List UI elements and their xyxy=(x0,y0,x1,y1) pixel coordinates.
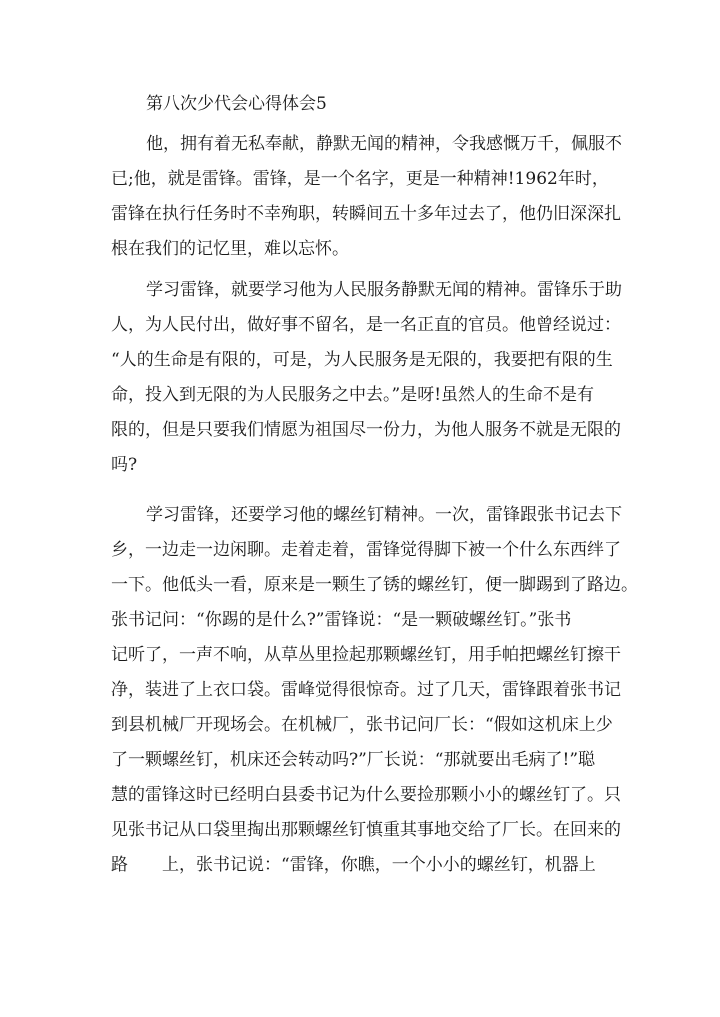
paragraph-line: 慧的雷锋这时已经明白县委书记为什么要捡那颗小小的螺丝钉了。只 xyxy=(111,785,621,805)
document-title: 第八次少代会心得体会5 xyxy=(146,94,327,114)
paragraph-line: 命，投入到无限的为人民服务之中去。”是呀!虽然人的生命不是有 xyxy=(111,385,595,405)
paragraph-line: 根在我们的记忆里，难以忘怀。 xyxy=(111,239,349,259)
paragraph-line: 限的，但是只要我们情愿为祖国尽一份力，为他人服务不就是无限的 xyxy=(111,420,621,440)
paragraph-line: 路 上，张书记说：“雷锋，你瞧，一个小小的螺丝钉，机器上 xyxy=(111,855,596,875)
paragraph-line: 张书记问：“你踢的是什么?”雷锋说：“是一颗破螺丝钉。”张书 xyxy=(111,610,572,630)
paragraph-line: 吗? xyxy=(111,455,138,475)
paragraph-line: 学习雷锋，还要学习他的螺丝钉精神。一次，雷锋跟张书记去下 xyxy=(146,505,622,525)
paragraph-line: 一下。他低头一看，原来是一颗生了锈的螺丝钉，便一脚踢到了路边。 xyxy=(111,575,638,595)
paragraph-line: 净，装进了上衣口袋。雷峰觉得很惊奇。过了几天，雷锋跟着张书记 xyxy=(111,680,621,700)
paragraph-line: 学习雷锋，就要学习他为人民服务静默无闻的精神。雷锋乐于助 xyxy=(146,280,622,300)
paragraph-line: “人的生命是有限的，可是，为人民服务是无限的，我要把有限的生 xyxy=(111,350,613,370)
paragraph-line: 雷锋在执行任务时不幸殉职，转瞬间五十多年过去了，他仍旧深深扎 xyxy=(111,204,621,224)
paragraph-line: 已;他，就是雷锋。雷锋，是一个名字，更是一种精神!1962年时， xyxy=(111,169,609,189)
paragraph-line: 他，拥有着无私奉献，静默无闻的精神，令我感慨万千，佩服不 xyxy=(146,134,622,154)
paragraph-line: 见张书记从口袋里掏出那颗螺丝钉慎重其事地交给了厂长。在回来的 xyxy=(111,820,621,840)
paragraph-line: 乡，一边走一边闲聊。走着走着，雷锋觉得脚下被一个什么东西绊了 xyxy=(111,540,621,560)
paragraph-line: 了一颗螺丝钉，机床还会转动吗?”厂长说：“那就要出毛病了!”聪 xyxy=(111,750,596,770)
paragraph-line: 记听了，一声不响，从草丛里捡起那颗螺丝钉，用手帕把螺丝钉擦干 xyxy=(111,645,621,665)
paragraph-line: 人，为人民付出，做好事不留名，是一名正直的官员。他曾经说过： xyxy=(111,315,621,335)
paragraph-line: 到县机械厂开现场会。在机械厂，张书记问厂长：“假如这机床上少 xyxy=(111,715,613,735)
